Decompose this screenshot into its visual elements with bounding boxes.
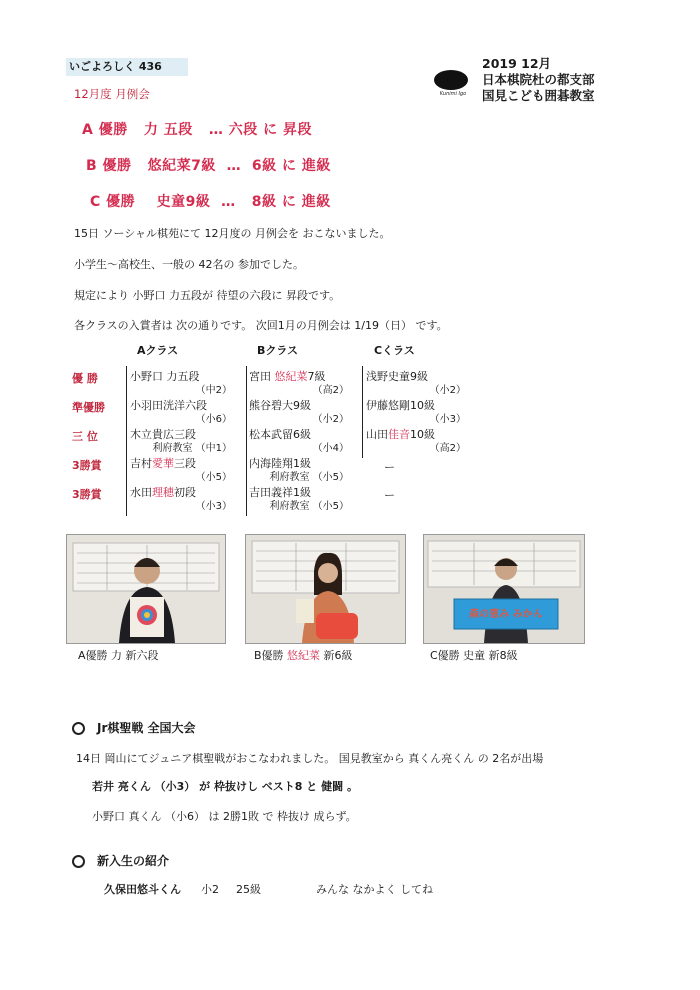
player-rank: 三段 — [174, 457, 196, 470]
player-grade: （小3） — [429, 414, 466, 425]
player-rank: 7級 — [307, 370, 326, 383]
org-name-2: 国見こども囲碁教室 — [482, 88, 595, 103]
result-cell-c — [366, 399, 476, 427]
caption-text: B優勝 — [254, 649, 288, 662]
player-name: 水田 — [130, 486, 152, 499]
jr-kisei-heading — [72, 719, 196, 736]
class-c-header: Cくラス — [374, 344, 415, 357]
newcomer-message: みんな なかよく してね — [316, 883, 433, 896]
body-line: 各クラスの入賞者は 次の通りです。 次回1月の月例会は 1/19（日） です。 — [74, 319, 448, 332]
column-divider — [246, 366, 247, 516]
result-cell-a — [130, 486, 242, 514]
player-name-highlight: 悠紀菜 — [274, 370, 308, 383]
no-entry-dash: ー — [384, 461, 395, 474]
player-name-highlight: 佳音 — [388, 428, 410, 441]
player-name: 吉村 — [130, 457, 152, 470]
player-grade: （高2） — [429, 443, 466, 454]
circle-bullet-icon — [72, 855, 85, 868]
player-grade: （小6） — [195, 414, 232, 425]
player-name: 山田 — [366, 428, 388, 441]
player-grade: 利府教室 （小5） — [269, 501, 349, 512]
photo-caption-c — [430, 647, 518, 663]
result-cell-c — [366, 370, 476, 398]
player-rank: 10級 — [410, 428, 435, 441]
player-name: 浅野史童9級 — [366, 370, 428, 383]
player-name: 宮田 — [249, 370, 275, 383]
rank-label: 準優勝 — [72, 401, 105, 414]
caption-text: C優勝 史童 新8級 — [430, 649, 518, 662]
winner-c: C 優勝 史童9級 … 8級 に 進級 — [90, 194, 331, 210]
newcomer-name: 久保田悠斗くん — [104, 883, 181, 896]
circle-bullet-icon — [72, 722, 85, 735]
player-name: 松本武留6級 — [249, 428, 311, 441]
winner-b: B 優勝 悠紀菜7級 … 6級 に 進級 — [86, 158, 331, 174]
result-cell-a — [130, 428, 242, 456]
player-name-highlight: 理穂 — [152, 486, 174, 499]
body-line: 規定により 小野口 力五段が 待望の六段に 昇段です。 — [74, 289, 341, 302]
player-name: 熊谷碧大9級 — [249, 399, 311, 412]
jr-line: 14日 岡山にてジュニア棋聖戦がおこなわれました。 国見教室から 真くん亮くん の 2名が出場 — [76, 752, 544, 765]
player-grade: 利府教室 （中1） — [152, 443, 232, 454]
photo-caption-a — [78, 647, 159, 663]
result-cell-a — [130, 370, 242, 398]
player-name: 吉田義祥1級 — [249, 486, 311, 499]
player-grade: （高2） — [312, 385, 349, 396]
caption-highlight: 悠紀菜 — [287, 649, 321, 662]
logo-text: Kunimi Igo — [439, 91, 467, 97]
player-grade: 利府教室 （小5） — [269, 472, 349, 483]
class-a-header: Aクラス — [137, 344, 179, 357]
player-grade: （小2） — [429, 385, 466, 396]
body-line: 15日 ソーシャル棋苑にて 12月度の 月例会を おこないました。 — [74, 227, 391, 240]
class-b-header: Bクラス — [257, 344, 299, 357]
result-cell-b — [249, 370, 359, 398]
player-grade: （小3） — [195, 501, 232, 512]
player-rank: 初段 — [174, 486, 196, 499]
result-cell-b — [249, 428, 359, 456]
player-name: 伊藤悠剛10級 — [366, 399, 435, 412]
rank-label: 3勝賞 — [72, 459, 102, 472]
section-title: 新入生の紹介 — [97, 854, 170, 868]
winner-photo-c — [423, 534, 585, 644]
photo-illustration — [246, 535, 405, 643]
no-entry-dash: ー — [384, 489, 395, 502]
issue-date: 2019 12月 — [482, 56, 552, 71]
result-cell-a — [130, 457, 242, 485]
player-grade: （小5） — [195, 472, 232, 483]
rank-label: 三 位 — [72, 430, 98, 443]
player-name: 小野口 力五段 — [130, 370, 200, 383]
winner-photo-a — [66, 534, 226, 644]
body-line: 小学生～高校生、一般の 42名の 参加でした。 — [74, 258, 304, 271]
player-name: 小羽田洸洋六段 — [130, 399, 207, 412]
caption-text: 新6級 — [320, 649, 353, 662]
result-cell-a — [130, 399, 242, 427]
result-cell-b — [249, 486, 359, 514]
result-cell-b — [249, 399, 359, 427]
newcomer-heading — [72, 852, 169, 869]
kunimi-igo-logo — [428, 70, 478, 100]
photo-illustration — [67, 535, 225, 643]
rank-label: 優 勝 — [72, 372, 98, 385]
result-cell-b — [249, 457, 359, 485]
photo-illustration — [424, 535, 584, 643]
rank-label: 3勝賞 — [72, 488, 102, 501]
header-block — [482, 56, 595, 104]
player-grade: （中2） — [195, 385, 232, 396]
player-name: 木立貴広三段 — [130, 428, 196, 441]
newcomer-rank: 25級 — [236, 883, 261, 896]
jr-line: 若井 亮くん （小3） が 枠抜けし ベスト8 と 健闘 。 — [92, 780, 358, 793]
newcomer-grade: 小2 — [201, 883, 219, 896]
player-grade: （小2） — [312, 414, 349, 425]
column-divider — [126, 366, 127, 516]
column-divider — [362, 366, 363, 458]
jr-line: 小野口 真くん （小6） は 2勝1敗 で 枠抜け 成らず。 — [92, 810, 357, 823]
fruit-box-label: 森の恵み みかん — [469, 609, 543, 620]
photo-caption-b — [254, 647, 353, 663]
result-cell-c — [366, 428, 476, 456]
org-name-1: 日本棋院杜の都支部 — [482, 72, 595, 87]
player-name-highlight: 愛華 — [152, 457, 174, 470]
go-stone-icon — [434, 70, 468, 90]
section-title: Jr棋聖戦 全国大会 — [97, 721, 196, 735]
player-grade: （小4） — [312, 443, 349, 454]
monthly-title: 12月度 月例会 — [74, 87, 150, 101]
player-name: 内海陸翔1級 — [249, 457, 311, 470]
winner-a: A 優勝 力 五段 … 六段 に 昇段 — [82, 122, 312, 138]
caption-text: A優勝 力 新六段 — [78, 649, 159, 662]
newsletter-issue-tag: いごよろしく 436 — [66, 58, 188, 76]
winner-photo-b — [245, 534, 406, 644]
